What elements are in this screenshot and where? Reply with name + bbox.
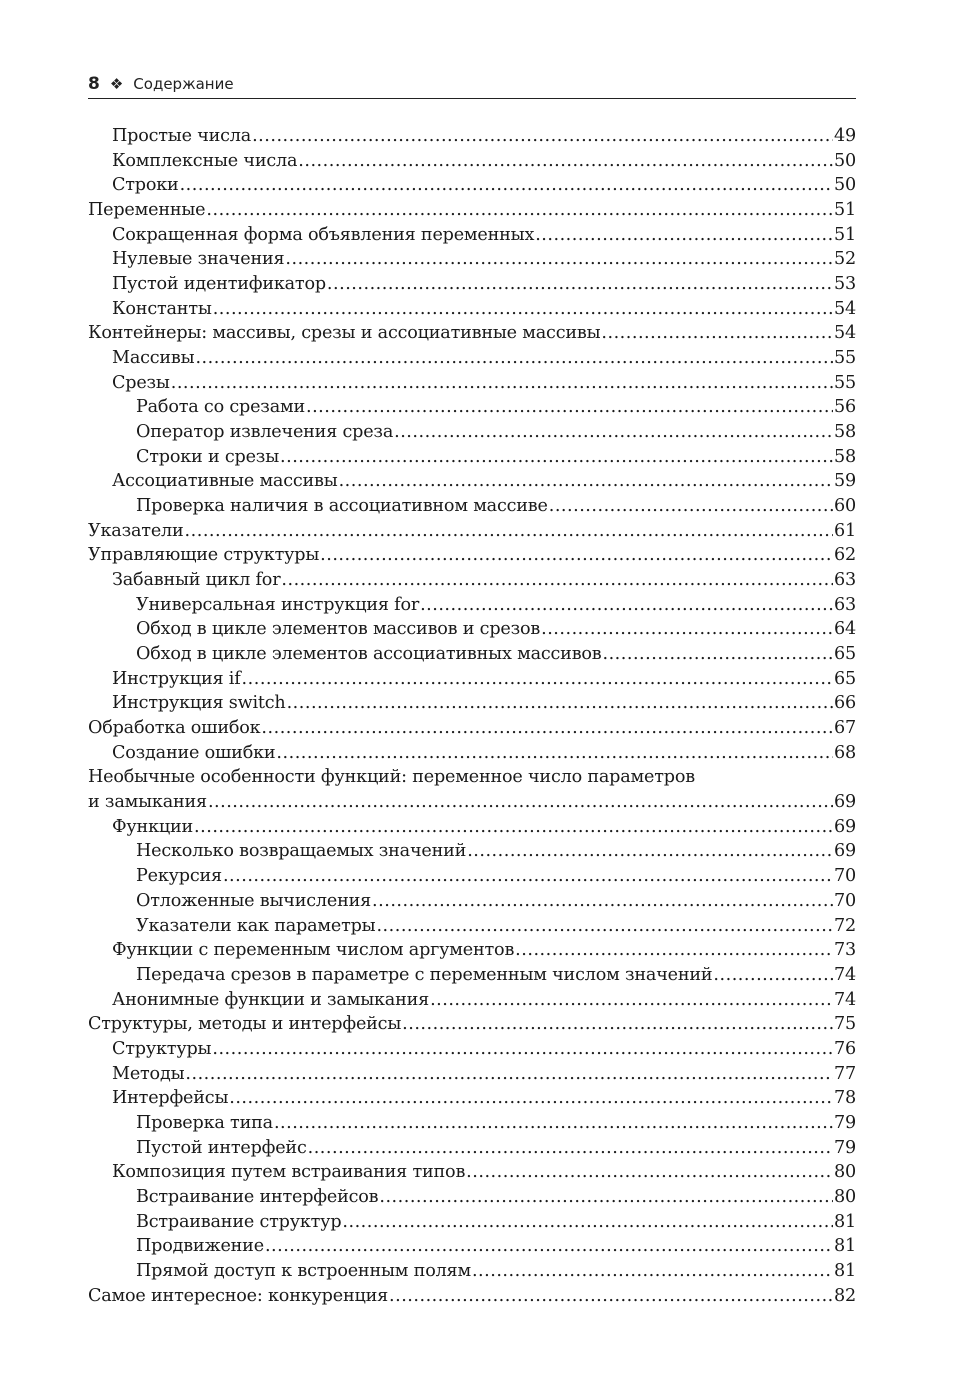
dot-leader <box>467 839 833 864</box>
toc-entry-page: 54 <box>834 298 856 319</box>
toc-entry-title: Структуры <box>112 1038 212 1059</box>
dot-leader <box>280 445 833 470</box>
toc-entry-title: Методы <box>112 1063 185 1084</box>
dot-leader <box>549 494 833 519</box>
toc-entry-title: Пустой идентификатор <box>112 274 326 295</box>
dot-leader <box>194 815 833 840</box>
toc-entry <box>88 839 856 864</box>
dot-leader <box>265 1234 833 1259</box>
toc-entry-page: 53 <box>834 274 856 295</box>
running-header <box>88 70 856 99</box>
toc-entry-title: Забавный цикл for <box>112 570 281 591</box>
toc-entry <box>88 124 856 149</box>
toc-entry-title: Указатели как параметры <box>136 915 376 936</box>
toc-entry <box>88 247 856 272</box>
toc-entry-page: 68 <box>834 742 856 763</box>
toc-entry <box>88 1210 856 1235</box>
dot-leader <box>223 864 833 889</box>
dot-leader <box>212 1037 833 1062</box>
dot-leader <box>242 667 833 692</box>
dot-leader <box>213 297 833 322</box>
toc-entry <box>88 321 856 346</box>
dot-leader <box>472 1259 833 1284</box>
toc-entry-page: 59 <box>834 471 856 492</box>
toc-entry-title: Инструкция switch <box>112 693 286 714</box>
toc-entry <box>88 395 856 420</box>
toc-entry-page: 55 <box>834 372 856 393</box>
toc-entry <box>88 593 856 618</box>
toc-entry-page: 58 <box>834 422 856 443</box>
toc-entry <box>88 667 856 692</box>
toc-entry-title: Ассоциативные массивы <box>112 471 338 492</box>
toc-entry <box>88 938 856 963</box>
toc-entry-title: Простые числа <box>112 126 252 146</box>
toc-entry-page: 69 <box>834 816 856 837</box>
toc-entry <box>88 297 856 322</box>
page-number: 8 <box>88 74 100 94</box>
toc-entry-title: Передача срезов в параметре с переменным числом значений <box>136 964 713 985</box>
toc-entry <box>88 815 856 840</box>
dot-leader <box>389 1284 833 1309</box>
toc-entry <box>88 469 856 494</box>
toc-entry-page: 65 <box>834 668 856 689</box>
toc-entry-page: 63 <box>834 570 856 591</box>
dot-leader <box>601 321 833 346</box>
toc-entry-page: 74 <box>834 964 856 985</box>
toc-entry-title: Нулевые значения <box>112 249 285 270</box>
dot-leader <box>180 173 833 198</box>
toc-entry-page: 73 <box>834 940 856 961</box>
toc-entry-page: 79 <box>834 1112 856 1133</box>
toc-entry-page: 51 <box>834 200 856 221</box>
toc-entry-title: Инструкция if <box>112 668 241 689</box>
dot-leader <box>342 1210 833 1235</box>
toc-entry-page: 80 <box>834 1186 856 1207</box>
toc-entry <box>88 149 856 174</box>
toc-entry-page: 81 <box>834 1260 856 1281</box>
dot-leader <box>420 593 833 618</box>
toc-entry <box>88 914 856 939</box>
toc-entry <box>88 1160 856 1185</box>
toc-entry-page: 77 <box>834 1063 856 1084</box>
dot-leader <box>376 914 833 939</box>
dot-leader <box>185 1062 833 1087</box>
toc-entry-title: Функции <box>112 816 194 837</box>
dot-leader <box>339 469 833 494</box>
running-header-title: Содержание <box>133 75 234 93</box>
toc-entry <box>88 445 856 470</box>
dot-leader <box>281 568 833 593</box>
toc-entry <box>88 988 856 1013</box>
toc-entry-title: Управляющие структуры <box>88 545 320 566</box>
toc-entry-page: 75 <box>834 1014 856 1035</box>
toc-entry-title: Работа со срезами <box>136 397 305 418</box>
toc-entry-title: Оператор извлечения среза <box>136 422 394 443</box>
toc-entry-title: Самое интересное: конкуренция <box>88 1285 389 1306</box>
toc-entry <box>88 1086 856 1111</box>
toc-entry-title: Указатели <box>88 520 184 541</box>
toc-entry-title: Обход в цикле элементов массивов и срезов <box>136 619 541 640</box>
toc-entry-title: Рекурсия <box>136 866 222 887</box>
toc-entry-page: 54 <box>834 323 856 344</box>
dot-leader <box>306 395 833 420</box>
toc-entry-title-continued: и замыкания <box>88 792 207 813</box>
dot-leader <box>208 790 833 815</box>
toc-entry <box>88 864 856 889</box>
toc-entry <box>88 272 856 297</box>
dot-leader <box>713 963 833 988</box>
toc-entry <box>88 223 856 248</box>
toc-entry <box>88 617 856 642</box>
toc-entry <box>88 1037 856 1062</box>
dot-leader <box>285 247 833 272</box>
dot-leader <box>535 223 833 248</box>
toc-entry <box>88 1234 856 1259</box>
toc-entry-page: 63 <box>834 594 856 615</box>
dot-leader <box>541 617 833 642</box>
toc-entry <box>88 198 856 223</box>
toc-entry-page: 81 <box>834 1211 856 1232</box>
dot-leader <box>372 889 833 914</box>
toc-entry-title: Интерфейсы <box>112 1088 229 1109</box>
toc-entry-title: Необычные особенности функций: переменное число параметров <box>88 767 695 788</box>
toc-entry-title: Обработка ошибок <box>88 718 261 739</box>
dot-leader <box>308 1136 833 1161</box>
toc-entry-page: 61 <box>834 520 856 541</box>
toc-entry-title: Продвижение <box>136 1236 264 1257</box>
toc-entry-title: Срезы <box>112 372 170 393</box>
dot-leader <box>320 543 833 568</box>
toc-entry-page: 52 <box>834 249 856 270</box>
toc-entry <box>88 1185 856 1210</box>
toc-entry-page: 66 <box>834 693 856 714</box>
toc-entry-title: Отложенные вычисления <box>136 890 372 911</box>
toc-entry-title: Переменные <box>88 200 206 221</box>
toc-entry-title: Встраивание структур <box>136 1211 342 1232</box>
toc-entry <box>88 1062 856 1087</box>
toc-entry-title: Проверка наличия в ассоциативном массиве <box>136 496 548 517</box>
dot-leader <box>171 371 833 396</box>
toc-entry-page: 56 <box>834 397 856 418</box>
toc-entry-page: 70 <box>834 866 856 887</box>
dot-leader <box>430 988 833 1013</box>
toc-entry-title: Константы <box>112 298 212 319</box>
toc-entry-title: Анонимные функции и замыкания <box>112 989 430 1010</box>
dot-leader <box>515 938 833 963</box>
toc-entry-page: 64 <box>834 619 856 640</box>
dot-leader <box>274 1111 833 1136</box>
toc-entry-page: 74 <box>834 989 856 1010</box>
toc-entry-page: 67 <box>834 718 856 739</box>
dot-leader <box>206 198 833 223</box>
toc-entry <box>88 346 856 371</box>
toc-entry-page: 50 <box>834 150 856 171</box>
toc-entry-page: 58 <box>834 446 856 467</box>
table-of-contents <box>88 124 856 1308</box>
toc-entry-page: 51 <box>834 224 856 245</box>
dot-leader <box>261 716 833 741</box>
toc-entry-page: 69 <box>834 841 856 862</box>
toc-entry <box>88 1136 856 1161</box>
toc-entry-page: 78 <box>834 1088 856 1109</box>
toc-entry-title: Обход в цикле элементов ассоциативных массивов <box>136 644 602 665</box>
toc-entry-title: Создание ошибки <box>112 742 276 763</box>
toc-entry-page: 55 <box>834 348 856 369</box>
dot-leader <box>185 519 833 544</box>
toc-entry-page: 80 <box>834 1162 856 1183</box>
toc-entry-title: Сокращенная форма объявления переменных <box>112 224 535 245</box>
toc-entry-page: 60 <box>834 496 856 517</box>
toc-entry-title: Контейнеры: массивы, срезы и ассоциативные массивы <box>88 323 601 344</box>
toc-entry <box>88 371 856 396</box>
toc-entry <box>88 1012 856 1037</box>
toc-entry-title: Несколько возвращаемых значений <box>136 841 467 862</box>
toc-entry <box>88 691 856 716</box>
toc-entry-title: Встраивание интерфейсов <box>136 1186 379 1207</box>
toc-entry <box>88 963 856 988</box>
toc-entry-title: Массивы <box>112 348 195 369</box>
dot-leader <box>466 1160 833 1185</box>
toc-entry <box>88 519 856 544</box>
dot-leader <box>195 346 833 371</box>
toc-entry-title: Структуры, методы и интерфейсы <box>88 1014 402 1035</box>
toc-entry <box>88 642 856 667</box>
toc-entry-title: Прямой доступ к встроенным полям <box>136 1260 471 1281</box>
dot-leader <box>252 124 833 149</box>
toc-entry-title: Строки <box>112 175 179 196</box>
dot-leader <box>287 691 833 716</box>
toc-entry-page: 82 <box>834 1285 856 1306</box>
toc-entry <box>88 716 856 741</box>
toc-entry-title: Пустой интерфейс <box>136 1137 307 1158</box>
toc-entry <box>88 420 856 445</box>
toc-entry-title: Функции с переменным числом аргументов <box>112 940 515 961</box>
toc-entry <box>88 173 856 198</box>
dot-leader <box>298 149 833 174</box>
toc-entry <box>88 543 856 568</box>
toc-entry-page: 49 <box>834 126 856 146</box>
toc-entry-continuation <box>88 790 856 815</box>
toc-entry-page: 62 <box>834 545 856 566</box>
toc-entry-title: Проверка типа <box>136 1112 273 1133</box>
toc-entry-title: Строки и срезы <box>136 446 280 467</box>
ornament-icon: ❖ <box>109 75 124 93</box>
dot-leader <box>603 642 834 667</box>
toc-entry-page: 50 <box>834 175 856 196</box>
toc-entry <box>88 765 856 790</box>
toc-entry <box>88 494 856 519</box>
dot-leader <box>229 1086 833 1111</box>
toc-entry <box>88 741 856 766</box>
dot-leader <box>379 1185 833 1210</box>
toc-entry-title: Универсальная инструкция for <box>136 594 420 615</box>
toc-entry <box>88 1284 856 1309</box>
toc-entry-title: Композиция путем встраивания типов <box>112 1162 466 1183</box>
toc-entry-page: 79 <box>834 1137 856 1158</box>
toc-entry-title: Комплексные числа <box>112 150 298 171</box>
dot-leader <box>276 741 833 766</box>
toc-entry-page: 70 <box>834 890 856 911</box>
toc-entry <box>88 1259 856 1284</box>
toc-entry-page: 76 <box>834 1038 856 1059</box>
toc-entry-page: 65 <box>834 644 856 665</box>
toc-entry <box>88 1111 856 1136</box>
toc-entry-page: 81 <box>834 1236 856 1257</box>
dot-leader <box>402 1012 833 1037</box>
dot-leader <box>394 420 833 445</box>
toc-entry <box>88 568 856 593</box>
dot-leader <box>327 272 833 297</box>
toc-entry-page: 69 <box>834 792 856 813</box>
toc-entry-page: 72 <box>834 915 856 936</box>
toc-entry <box>88 889 856 914</box>
